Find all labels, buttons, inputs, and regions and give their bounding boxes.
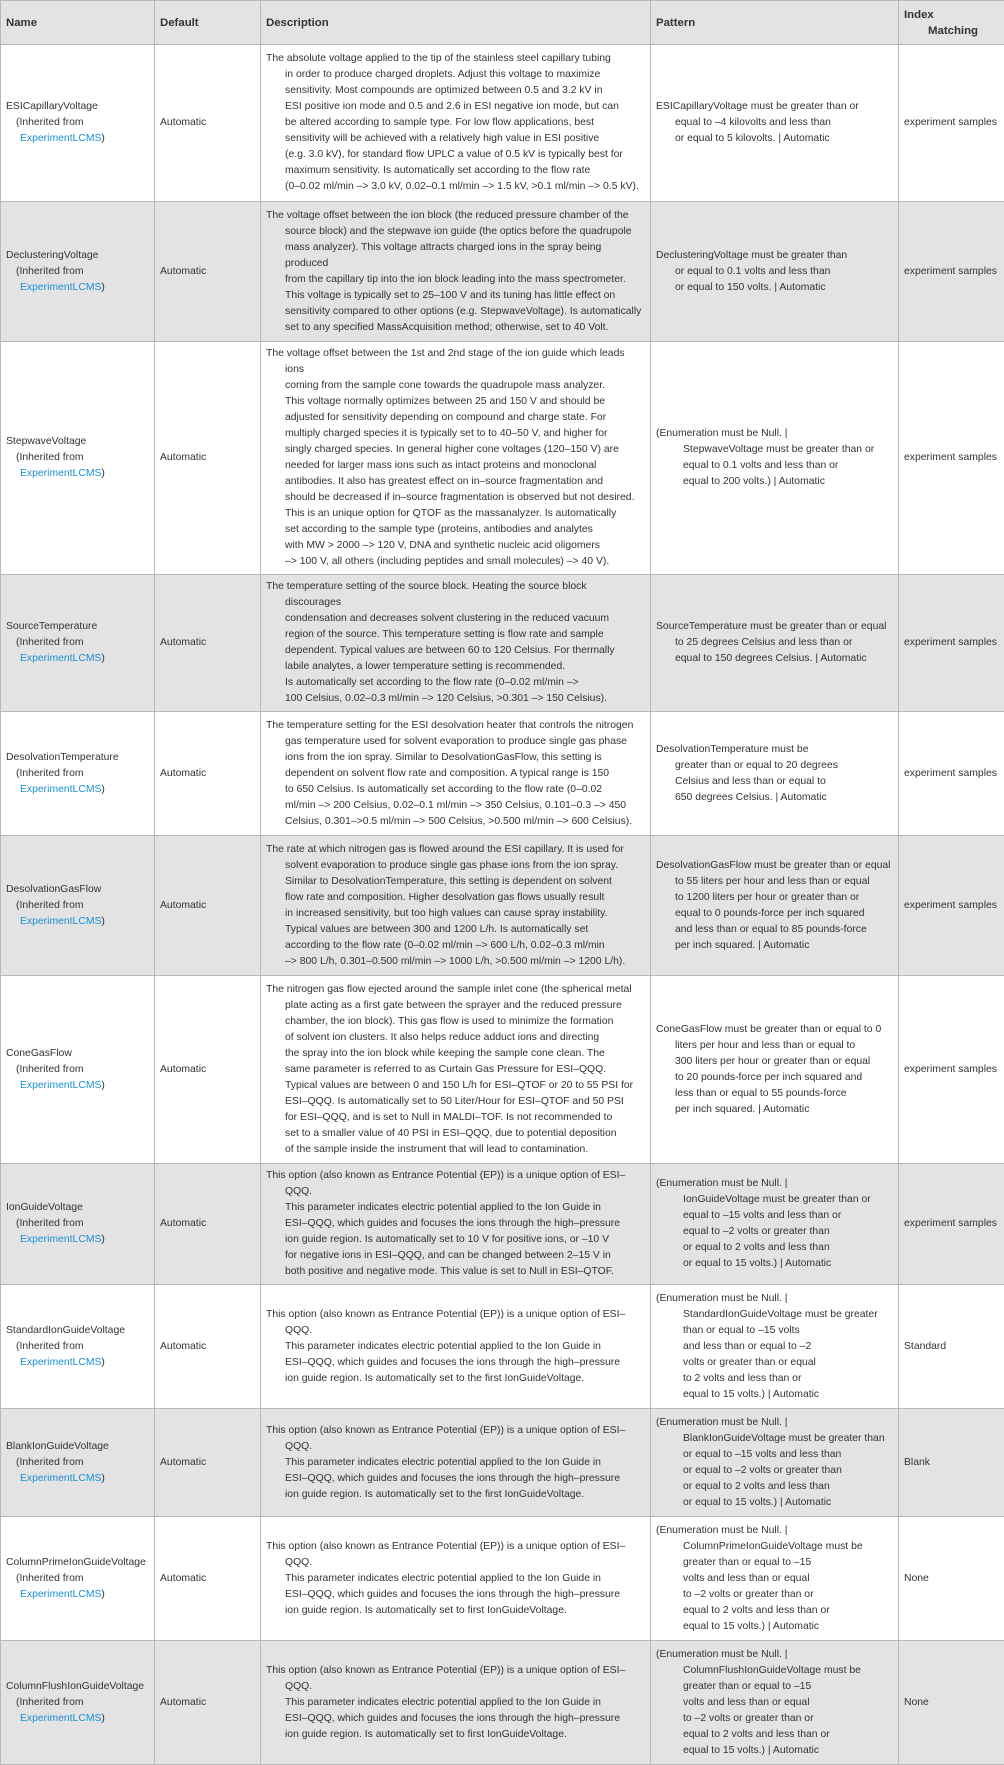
description-text: This option (also known as Entrance Potential (EP)) is a unique option of ESI–QQQ. This parameter indicates electric potential applied to the Ion Guide in ESI–QQQ, which guides and focuses the ions through the high–pressure ion guide region. Is automatically set to first IonGuideVoltage.: [266, 1539, 644, 1619]
index-matching-value: experiment samples: [899, 575, 1004, 712]
header-default: Default: [155, 1, 261, 45]
index-matching-value: Standard: [899, 1285, 1004, 1409]
option-name-cell: [1, 712, 155, 836]
pattern-cell: [651, 1285, 899, 1409]
description-text: The absolute voltage applied to the tip of the stainless steel capillary tubing in order to produce charged droplets. Adjust this voltage to maximize sensitivity. Most compounds are optimized between 0.5 and 3.2 kV in ESI positive ion mode and 0.5 and 2.6 in ESI negative ion mode, but can be altered according to sample type. For low flow applications, best sensitivity will be achieved with a relatively high value in ESI positive (e.g. 3.0 kV), for standard flow UPLC a value of 0.5 kV is typically best for maximum sensitivity. Is automatically set according to the flow rate (0–0.02 ml/min –> 3.0 kV, 0.02–0.1 ml/min –> 1.5 kV, >0.1 ml/min –> 0.5 kV).: [266, 51, 644, 195]
default-value: Automatic: [155, 1409, 261, 1517]
description-text: The temperature setting of the source block. Heating the source block discourages condensation and decreases solvent clustering in the reduced vacuum region of the source. This temperature setting is flow rate and sample dependent. Typical values are between 60 to 120 Celsius. For thermally labile analytes, a lower temperature setting is recommended. Is automatically set according to the flow rate (0–0.02 ml/min –> 100 Celsius, 0.02–0.3 ml/min –> 120 Celsius, >0.301 –> 150 Celsius).: [266, 579, 644, 707]
inherited-label: (Inherited from: [6, 115, 149, 131]
option-name-cell: [1, 342, 155, 575]
pattern-cell: [651, 45, 899, 202]
option-name-cell: [1, 575, 155, 712]
index-matching-value: experiment samples: [899, 45, 1004, 202]
option-name: DesolvationGasFlow: [6, 882, 149, 898]
pattern-text: StepwaveVoltage must be greater than or equal to 0.1 volts and less than or equal to 200 volts.) | Automatic: [656, 442, 892, 490]
table-row: [1, 976, 1004, 1164]
header-pattern: Pattern: [651, 1, 899, 45]
option-name: StepwaveVoltage: [6, 434, 149, 450]
pattern-text: ColumnFlushIonGuideVoltage must be greater than or equal to –15 volts and less than or equal to –2 volts or greater than or equal to 2 volts and less than or equal to 15 volts.) | Automatic: [656, 1663, 892, 1759]
default-value: Automatic: [155, 342, 261, 575]
table-row: [1, 1285, 1004, 1409]
header-index-matching: [899, 1, 1004, 45]
option-name-cell: [1, 1409, 155, 1517]
description-text: This option (also known as Entrance Potential (EP)) is a unique option of ESI–QQQ. This parameter indicates electric potential applied to the Ion Guide in ESI–QQQ, which guides and focuses the ions through the high–pressure ion guide region. Is automatically set to the first IonGuideVoltage.: [266, 1307, 644, 1387]
table-row: [1, 836, 1004, 976]
table-row: [1, 1409, 1004, 1517]
description-text: This option (also known as Entrance Potential (EP)) is a unique option of ESI–QQQ. This parameter indicates electric potential applied to the Ion Guide in ESI–QQQ, which guides and focuses the ions through the high–pressure ion guide region. Is automatically set to first IonGuideVoltage.: [266, 1663, 644, 1743]
pattern-cell: [651, 976, 899, 1164]
pattern-cell: [651, 1641, 899, 1765]
index-matching-value: experiment samples: [899, 976, 1004, 1164]
table-row: [1, 342, 1004, 575]
inherited-close: ): [101, 1589, 104, 1600]
option-name-cell: [1, 45, 155, 202]
index-matching-value: None: [899, 1517, 1004, 1641]
default-value: Automatic: [155, 1641, 261, 1765]
default-value: Automatic: [155, 976, 261, 1164]
experiment-lcms-link[interactable]: ExperimentLCMS: [20, 1357, 101, 1368]
description-cell: [261, 1409, 651, 1517]
description-cell: [261, 712, 651, 836]
option-name-cell: [1, 1641, 155, 1765]
experiment-lcms-link[interactable]: ExperimentLCMS: [20, 1473, 101, 1484]
table-row: [1, 712, 1004, 836]
inherited-label: (Inherited from: [6, 1339, 149, 1355]
inherited-label: (Inherited from: [6, 1216, 149, 1232]
description-cell: [261, 342, 651, 575]
description-text: This option (also known as Entrance Potential (EP)) is a unique option of ESI–QQQ. This parameter indicates electric potential applied to the Ion Guide in ESI–QQQ, which guides and focuses the ions through the high–pressure ion guide region. Is automatically set to the first IonGuideVoltage.: [266, 1423, 644, 1503]
pattern-text: IonGuideVoltage must be greater than or equal to –15 volts and less than or equal to –2 volts or greater than or equal to 2 volts and less than or equal to 15 volts.) | Automatic: [656, 1192, 892, 1272]
inherited-close: ): [101, 133, 104, 144]
pattern-text: ESICapillaryVoltage must be greater than or equal to –4 kilovolts and less than or equal to 5 kilovolts. | Automatic: [656, 99, 892, 147]
pattern-text: DesolvationGasFlow must be greater than or equal to 55 liters per hour and less than or equal to 1200 liters per hour or greater than or equal to 0 pounds-force per inch squared and less than or equal to 85 pounds-force per inch squared. | Automatic: [656, 858, 892, 954]
header-row: [1, 1, 1004, 45]
pattern-cell: [651, 1164, 899, 1285]
default-value: Automatic: [155, 45, 261, 202]
inherited-close: ): [101, 1357, 104, 1368]
inherited-label: (Inherited from: [6, 898, 149, 914]
index-matching-value: Blank: [899, 1409, 1004, 1517]
table-row: [1, 1164, 1004, 1285]
index-matching-value: experiment samples: [899, 1164, 1004, 1285]
inherited-close: ): [101, 916, 104, 927]
inherited-close: ): [101, 784, 104, 795]
description-text: This option (also known as Entrance Potential (EP)) is a unique option of ESI–QQQ. This parameter indicates electric potential applied to the Ion Guide in ESI–QQQ, which guides and focuses the ions through the high–pressure ion guide region. Is automatically set to 10 V for positive ions, or –10 V for negative ions in ESI–QQQ, and can be changed between 2–15 V in both positive and negative mode. This value is set to Null in ESI–QTOF.: [266, 1168, 644, 1280]
experiment-lcms-link[interactable]: ExperimentLCMS: [20, 282, 101, 293]
description-cell: [261, 1641, 651, 1765]
description-cell: [261, 1285, 651, 1409]
pattern-text: ColumnPrimeIonGuideVoltage must be greater than or equal to –15 volts and less than or equal to –2 volts or greater than or equal to 2 volts and less than or equal to 15 volts.) | Automatic: [656, 1539, 892, 1635]
experiment-lcms-link[interactable]: ExperimentLCMS: [20, 1234, 101, 1245]
experiment-lcms-link[interactable]: ExperimentLCMS: [20, 133, 101, 144]
description-text: The nitrogen gas flow ejected around the sample inlet cone (the spherical metal plate acting as a first gate between the sprayer and the reduced pressure chamber, the ion block). This gas flow is used to minimize the formation of solvent ion clusters. It also helps reduce adduct ions and directing the spray into the ion block while keeping the sample cone clean. The same parameter is referred to as Curtain Gas Pressure for ESI–QQQ. Typical values are between 0 and 150 L/h for ESI–QTOF or 20 to 55 PSI for ESI–QQQ. Is automatically set to 50 Liter/Hour for ESI–QTOF and 50 PSI for ESI–QQQ, and is set to Null in MALDI–TOF. Is not recommended to set to a smaller value of 40 PSI in ESI–QQQ, due to potential deposition of the sample inside the instrument that will lead to contamination.: [266, 982, 644, 1158]
option-name-cell: [1, 1164, 155, 1285]
option-name-cell: [1, 1517, 155, 1641]
inherited-close: ): [101, 1713, 104, 1724]
default-value: Automatic: [155, 836, 261, 976]
pattern-text: StandardIonGuideVoltage must be greater than or equal to –15 volts and less than or equal to –2 volts or greater than or equal to 2 volts and less than or equal to 15 volts.) | Automatic: [656, 1307, 892, 1403]
description-cell: [261, 976, 651, 1164]
pattern-text: BlankIonGuideVoltage must be greater than or equal to –15 volts and less than or equal to –2 volts or greater than or equal to 2 volts and less than or equal to 15 volts.) | Automatic: [656, 1431, 892, 1511]
inherited-close: ): [101, 1080, 104, 1091]
inherited-label: (Inherited from: [6, 1062, 149, 1078]
pattern-cell: [651, 712, 899, 836]
option-name: IonGuideVoltage: [6, 1200, 149, 1216]
pattern-cell: [651, 575, 899, 712]
experiment-lcms-link[interactable]: ExperimentLCMS: [20, 1589, 101, 1600]
default-value: Automatic: [155, 202, 261, 342]
description-text: The voltage offset between the ion block (the reduced pressure chamber of the source block) and the stepwave ion guide (the optics before the quadrupole mass analyzer). This voltage attracts charged ions in the spray being produced from the capillary tip into the ion block leading into the mass spectrometer. This voltage is typically set to 25–100 V and its tuning has little effect on sensitivity compared to other options (e.g. StepwaveVoltage). Is automatically set to any specified MassAcquisition method; otherwise, set to 40 Volt.: [266, 208, 644, 336]
pattern-enumeration: (Enumeration must be Null. |: [656, 1176, 892, 1192]
inherited-label: (Inherited from: [6, 264, 149, 280]
description-text: The voltage offset between the 1st and 2nd stage of the ion guide which leads ions coming from the sample cone towards the quadrupole mass analyzer. This voltage normally optimizes between 25 and 150 V and should be adjusted for sensitivity depending on compound and charge state. For multiply charged species it is typically set to to 40–50 V, and higher for singly charged species. In general higher cone voltages (120–150 V) are needed for larger mass ions such as intact proteins and monoclonal antibodies. It also has greatest effect on in–source fragmentation and should be decreased if in–source fragmentation is observed but not desired. This is an unique option for QTOF as the massanalyzer. Is automatically set according to the sample type (proteins, antibodies and analytes with MW > 2000 –> 120 V, DNA and synthetic nucleic acid oligomers –> 100 V, all others (including peptides and small molecules) –> 40 V).: [266, 346, 644, 570]
description-cell: [261, 836, 651, 976]
pattern-cell: [651, 342, 899, 575]
pattern-text: ConeGasFlow must be greater than or equal to 0 liters per hour and less than or equal to 300 liters per hour or greater than or equal to 20 pounds-force per inch squared and less than or equal to 55 pounds-force per inch squared. | Automatic: [656, 1022, 892, 1118]
inherited-label: (Inherited from: [6, 766, 149, 782]
pattern-cell: [651, 1409, 899, 1517]
table-row: [1, 1641, 1004, 1765]
pattern-cell: [651, 836, 899, 976]
inherited-label: (Inherited from: [6, 1571, 149, 1587]
description-cell: [261, 202, 651, 342]
description-cell: [261, 1164, 651, 1285]
inherited-close: ): [101, 1234, 104, 1245]
inherited-label: (Inherited from: [6, 635, 149, 651]
option-name: SourceTemperature: [6, 619, 149, 635]
default-value: Automatic: [155, 712, 261, 836]
option-name-cell: [1, 976, 155, 1164]
experiment-lcms-link[interactable]: ExperimentLCMS: [20, 653, 101, 664]
experiment-lcms-link[interactable]: ExperimentLCMS: [20, 468, 101, 479]
pattern-enumeration: (Enumeration must be Null. |: [656, 1415, 892, 1431]
option-name: ColumnPrimeIonGuideVoltage: [6, 1555, 149, 1571]
pattern-text: DesolvationTemperature must be greater than or equal to 20 degrees Celsius and less than or equal to 650 degrees Celsius. | Automatic: [656, 742, 892, 806]
index-matching-value: experiment samples: [899, 836, 1004, 976]
option-name: DeclusteringVoltage: [6, 248, 149, 264]
description-text: The rate at which nitrogen gas is flowed around the ESI capillary. It is used for solvent evaporation to produce single gas phase ions from the ion spray. Similar to DesolvationTemperature, this setting is dependent on solvent flow rate and composition. Higher desolvation gas flows usually result in increased sensitivity, but too high values can cause spray instability. Typical values are between 300 and 1200 L/h. Is automatically set according to the flow rate (0–0.02 ml/min –> 600 L/h, 0.02–0.3 ml/min –> 800 L/h, 0.301–0.500 ml/min –> 1000 L/h, >0.500 ml/min –> 1200 L/h).: [266, 842, 644, 970]
experiment-lcms-link[interactable]: ExperimentLCMS: [20, 916, 101, 927]
table-row: [1, 202, 1004, 342]
pattern-enumeration: (Enumeration must be Null. |: [656, 1291, 892, 1307]
index-matching-value: None: [899, 1641, 1004, 1765]
table-row: [1, 575, 1004, 712]
pattern-text: SourceTemperature must be greater than or equal to 25 degrees Celsius and less than or equal to 150 degrees Celsius. | Automatic: [656, 619, 892, 667]
index-matching-value: experiment samples: [899, 342, 1004, 575]
inherited-close: ): [101, 282, 104, 293]
header-description: Description: [261, 1, 651, 45]
pattern-enumeration: (Enumeration must be Null. |: [656, 426, 892, 442]
default-value: Automatic: [155, 1164, 261, 1285]
header-name: Name: [1, 1, 155, 45]
pattern-text: DeclusteringVoltage must be greater than or equal to 0.1 volts and less than or equal to 150 volts. | Automatic: [656, 248, 892, 296]
inherited-close: ): [101, 1473, 104, 1484]
table-row: [1, 1517, 1004, 1641]
inherited-label: (Inherited from: [6, 450, 149, 466]
pattern-cell: [651, 202, 899, 342]
pattern-cell: [651, 1517, 899, 1641]
option-name: ConeGasFlow: [6, 1046, 149, 1062]
option-name: BlankIonGuideVoltage: [6, 1439, 149, 1455]
index-matching-value: experiment samples: [899, 712, 1004, 836]
inherited-label: (Inherited from: [6, 1455, 149, 1471]
option-name: ESICapillaryVoltage: [6, 99, 149, 115]
option-name-cell: [1, 202, 155, 342]
experiment-lcms-link[interactable]: ExperimentLCMS: [20, 784, 101, 795]
index-matching-value: experiment samples: [899, 202, 1004, 342]
option-name-cell: [1, 836, 155, 976]
experiment-lcms-link[interactable]: ExperimentLCMS: [20, 1713, 101, 1724]
description-cell: [261, 575, 651, 712]
option-name-cell: [1, 1285, 155, 1409]
default-value: Automatic: [155, 575, 261, 712]
header-index-line1: Index: [904, 9, 934, 21]
option-name: DesolvationTemperature: [6, 750, 149, 766]
default-value: Automatic: [155, 1517, 261, 1641]
pattern-enumeration: (Enumeration must be Null. |: [656, 1647, 892, 1663]
experiment-lcms-link[interactable]: ExperimentLCMS: [20, 1080, 101, 1091]
default-value: Automatic: [155, 1285, 261, 1409]
inherited-close: ): [101, 653, 104, 664]
inherited-close: ): [101, 468, 104, 479]
option-name: StandardIonGuideVoltage: [6, 1323, 149, 1339]
inherited-label: (Inherited from: [6, 1695, 149, 1711]
header-index-line2: Matching: [904, 23, 999, 39]
table-row: [1, 45, 1004, 202]
option-name: ColumnFlushIonGuideVoltage: [6, 1679, 149, 1695]
pattern-enumeration: (Enumeration must be Null. |: [656, 1523, 892, 1539]
description-text: The temperature setting for the ESI desolvation heater that controls the nitrogen gas temperature used for solvent evaporation to produce single gas phase ions from the ion spray. Similar to DesolvationGasFlow, this setting is dependent on solvent flow rate and composition. A typical range is 150 to 650 Celsius. Is automatically set according to the flow rate (0–0.02 ml/min –> 200 Celsius, 0.02–0.1 ml/min –> 350 Celsius, 0.101–0.3 –> 450 Celsius, 0.301–>0.5 ml/min –> 500 Celsius, >0.500 ml/min –> 600 Celsius).: [266, 718, 644, 830]
description-cell: [261, 1517, 651, 1641]
description-cell: [261, 45, 651, 202]
